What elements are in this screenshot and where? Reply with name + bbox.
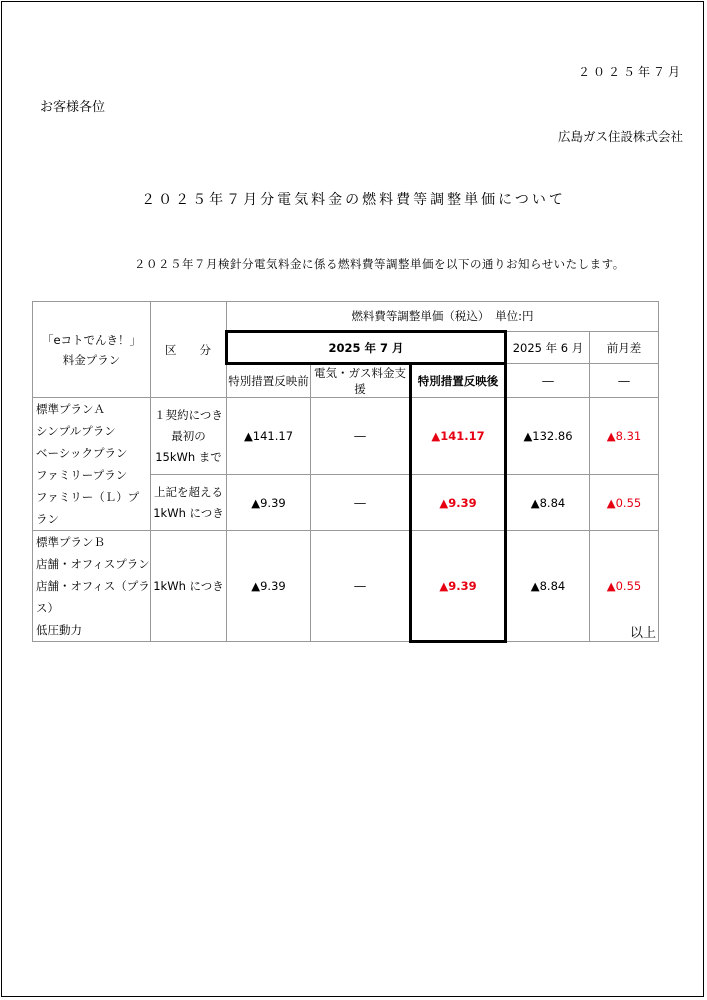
- before-value: ▲141.17: [227, 398, 311, 475]
- diff-value: ▲0.55: [590, 531, 659, 642]
- kubun-cell: [151, 475, 227, 531]
- plan-name: シンプルプラン: [36, 424, 116, 438]
- after-value: ▲141.17: [411, 398, 506, 475]
- kubun-line: 最初の: [171, 428, 206, 443]
- plan-name: 店舗・オフィス（プラス）: [36, 579, 150, 615]
- plan-name: ファミリープラン: [36, 468, 128, 482]
- prev-header-dash: ―: [506, 364, 590, 398]
- fuel-adjustment-table: [32, 301, 659, 643]
- kubun-line: １契約につき: [154, 407, 223, 422]
- support-value: ―: [311, 398, 411, 475]
- before-header: 特別措置反映前: [227, 364, 311, 398]
- before-value: ▲9.39: [227, 531, 311, 642]
- addressee: お客様各位: [40, 100, 106, 115]
- prev-month-header: 2025 年 6 月: [506, 332, 590, 364]
- kubun-line: 1kWh につき: [153, 578, 224, 593]
- plan-name: ベーシックプラン: [36, 446, 128, 460]
- before-value: ▲9.39: [227, 475, 311, 531]
- document-title: ２０２５年７月分電気料金の燃料費等調整単価について: [141, 192, 566, 208]
- kubun-line: 上記を超える: [154, 484, 223, 499]
- diff-value: ▲0.55: [590, 475, 659, 531]
- support-value: ―: [311, 531, 411, 642]
- after-value: ▲9.39: [411, 475, 506, 531]
- diff-header-dash: ―: [590, 364, 659, 398]
- month-header: 2025 年 7 月: [227, 332, 506, 364]
- kubun-cell: [151, 531, 227, 642]
- prev-value: ▲132.86: [506, 398, 590, 475]
- table-row: [33, 531, 659, 642]
- plan-name: 低圧動力: [36, 623, 82, 637]
- plan-name: ファミリー（Ｌ）プラン: [36, 490, 140, 526]
- kubun-line: 15kWh まで: [155, 449, 222, 464]
- support-value: ―: [311, 475, 411, 531]
- unit-header: 燃料費等調整単価（税込） 単位:円: [227, 302, 659, 332]
- plan-name: 標準プランＡ: [36, 402, 105, 416]
- kubun-line: 1kWh につき: [153, 505, 224, 520]
- plan-header-line1: 「eコトでんき！」: [41, 332, 142, 347]
- plan-name: 店舗・オフィスプラン: [36, 557, 150, 571]
- table-row: [33, 398, 659, 475]
- plan-header-line2: 料金プラン: [62, 352, 121, 367]
- intro-text: ２０２５年７月検針分電気料金に係る燃料費等調整単価を以下の通りお知らせいたします。: [134, 257, 625, 271]
- after-value: ▲9.39: [411, 531, 506, 642]
- support-header: 電気・ガス料金支援: [311, 364, 411, 398]
- plan-name: 標準プランＢ: [36, 535, 105, 549]
- plan-header: [33, 302, 151, 398]
- diff-value: ▲8.31: [590, 398, 659, 475]
- after-header: 特別措置反映後: [411, 364, 506, 398]
- closing-remark: 以上: [630, 626, 657, 641]
- prev-value: ▲8.84: [506, 531, 590, 642]
- plan-list-group2: [33, 531, 151, 642]
- company-name: 広島ガス住設株式会社: [557, 129, 683, 144]
- kubun-header: 区 分: [151, 302, 227, 398]
- plan-list-group1: [33, 398, 151, 531]
- prev-value: ▲8.84: [506, 475, 590, 531]
- diff-header: 前月差: [590, 332, 659, 364]
- kubun-cell: [151, 398, 227, 475]
- document-date: ２０２５年７月: [577, 65, 683, 79]
